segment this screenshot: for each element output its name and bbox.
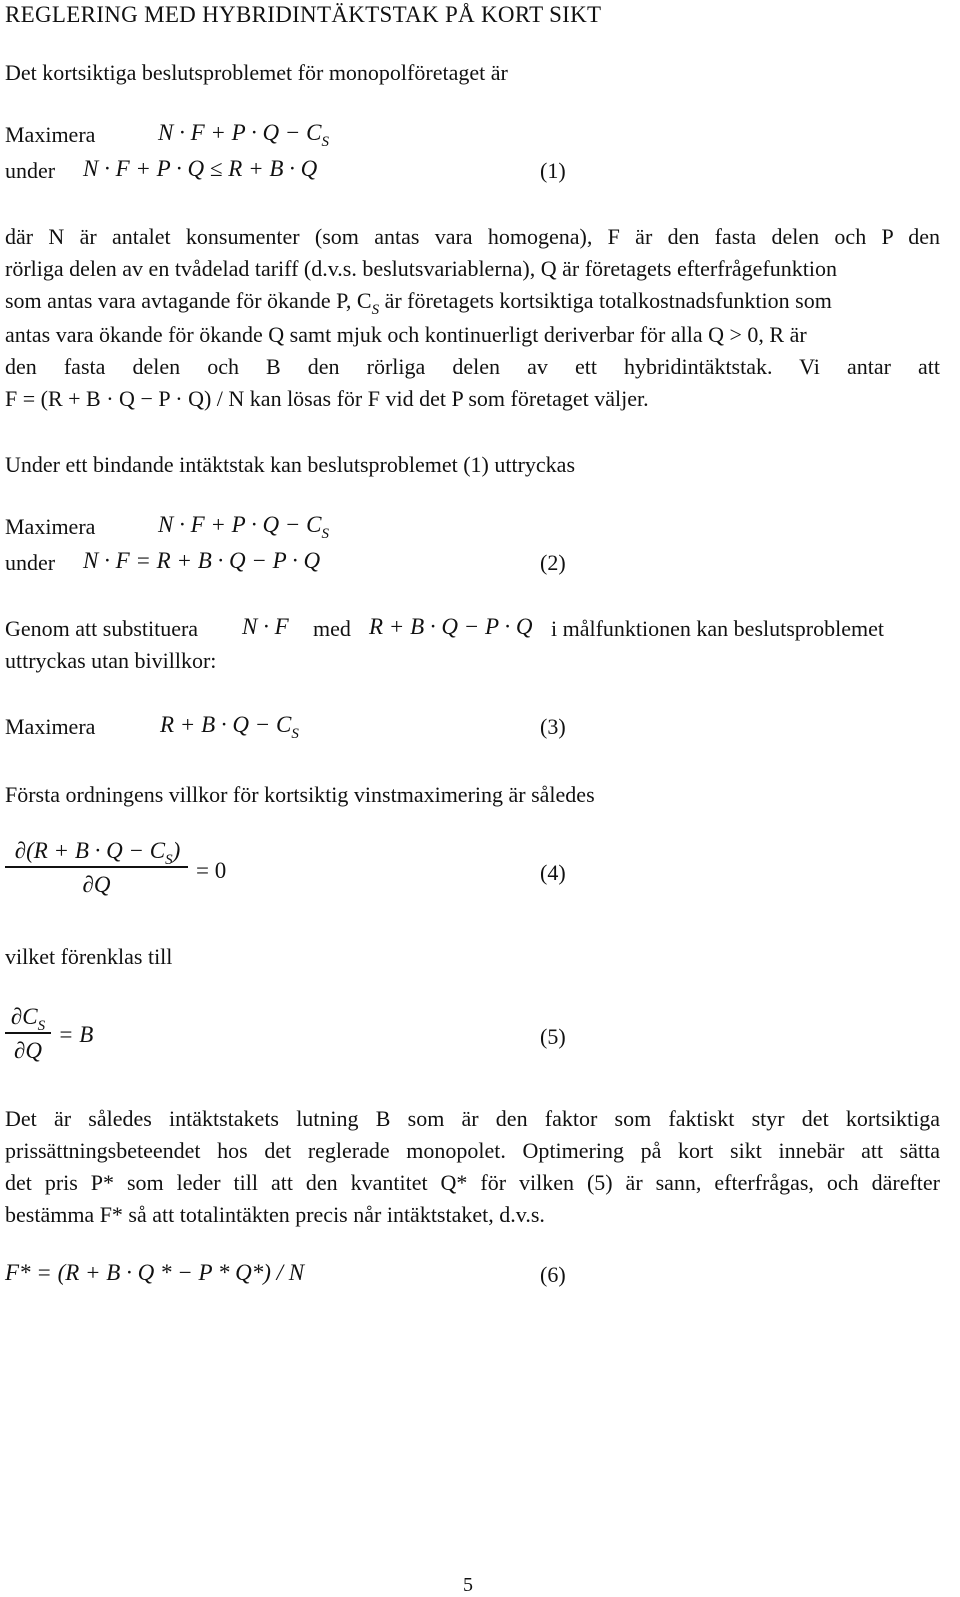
- eq3-number: (3): [540, 714, 566, 739]
- eq2-under-label: under: [5, 550, 56, 575]
- eq6-number: (6): [540, 1262, 566, 1287]
- eq5-fraction: [5, 1004, 51, 1064]
- eq6-expression: F* = (R + B · Q * − P * Q*) / N: [5, 1260, 305, 1285]
- para1-line2: rörliga delen av en tvådelad tariff (d.v.s. beslutsvariablerna), Q är företagets efterfrågefunktion: [5, 256, 837, 281]
- para2-line2: uttryckas utan bivillkor:: [5, 648, 217, 673]
- eq1-number: (1): [540, 158, 566, 183]
- eq1-maximera-label: Maximera: [5, 122, 96, 147]
- para3-line4: bestämma F* så att totalintäkten precis når intäktstaket, d.v.s.: [5, 1202, 545, 1227]
- eq1-objective: $N \cdot F + P \cdot Q - C_S$: [158, 120, 330, 150]
- para2-line1e: i målfunktionen kan beslutsproblemet: [551, 616, 884, 641]
- intro2-text: Under ett bindande intäktstak kan beslutsproblemet (1) uttryckas: [5, 452, 576, 477]
- eq2-constraint: N · F = R + B · Q − P · Q: [83, 548, 321, 573]
- para1-line6: F = (R + B · Q − P · Q) / N kan lösas för F vid det P som företaget väljer.: [5, 386, 649, 411]
- intro-text: Det kortsiktiga beslutsproblemet för monopolföretaget är: [5, 60, 508, 85]
- eq2-maximera-label: Maximera: [5, 514, 96, 539]
- eq4-fraction: [5, 838, 188, 898]
- eq5-denominator: ∂Q: [14, 1037, 42, 1063]
- para3-line2: prissättningsbeteendet hos det reglerade monopolet. Optimering på kort sikt innebär att sätta: [5, 1138, 940, 1163]
- para2-expression: R + B · Q − P · Q: [369, 614, 533, 639]
- para1-line1: där N är antalet konsumenter (som antas vara homogena), F är den fasta delen och P den: [5, 224, 940, 249]
- eq4-denominator: ∂Q: [82, 871, 111, 897]
- eq4-rhs: = 0: [196, 858, 227, 883]
- para2-med: med: [313, 616, 351, 641]
- para3-line1: Det är således intäktstakets lutning B som är den faktor som faktiskt styr det kortsiktiga: [5, 1106, 940, 1131]
- page-number: 5: [463, 1574, 473, 1596]
- eq4-number: (4): [540, 860, 566, 885]
- eq1-constraint: N · F + P · Q ≤ R + B · Q: [83, 156, 318, 181]
- eq4-numerator: $\partial(R + B \cdot Q - C_S)$: [14, 838, 181, 868]
- eq5-numerator: $\partial C_S$: [10, 1004, 46, 1034]
- para3-line3: det pris P* som leder till att den kvantitet Q* för vilken (5) är sann, efterfrågas, och därefter: [5, 1170, 940, 1195]
- eq5-number: (5): [540, 1024, 566, 1049]
- eq5-rhs: = B: [58, 1022, 94, 1047]
- eq4-fraction-bar: [5, 866, 188, 868]
- para2-line1a: Genom att substituera: [5, 616, 199, 641]
- eq1-under-label: under: [5, 158, 56, 183]
- para1-line4: antas vara ökande för ökande Q samt mjuk och kontinuerligt deriverbar för alla Q > 0, R är: [5, 322, 807, 347]
- para2-nf: N · F: [242, 614, 289, 639]
- page-title: REGLERING MED HYBRIDINTÄKTSTAK PÅ KORT SIKT: [5, 2, 602, 27]
- eq2-number: (2): [540, 550, 566, 575]
- para1-line3: som antas vara avtagande för ökande P, $C_S$ är företagets kortsiktiga totalkostnadsfunktion som: [5, 288, 832, 318]
- intro5-text: vilket förenklas till: [5, 944, 173, 969]
- eq3-maximera-label: Maximera: [5, 714, 96, 739]
- intro4-text: Första ordningens villkor för kortsiktig vinstmaximering är således: [5, 782, 595, 807]
- para1-line5: den fasta delen och B den rörliga delen av ett hybridintäktstak. Vi antar att: [5, 354, 940, 379]
- eq2-objective: $N \cdot F + P \cdot Q - C_S$: [158, 512, 330, 542]
- eq3-objective: $R + B \cdot Q - C_S$: [160, 712, 299, 742]
